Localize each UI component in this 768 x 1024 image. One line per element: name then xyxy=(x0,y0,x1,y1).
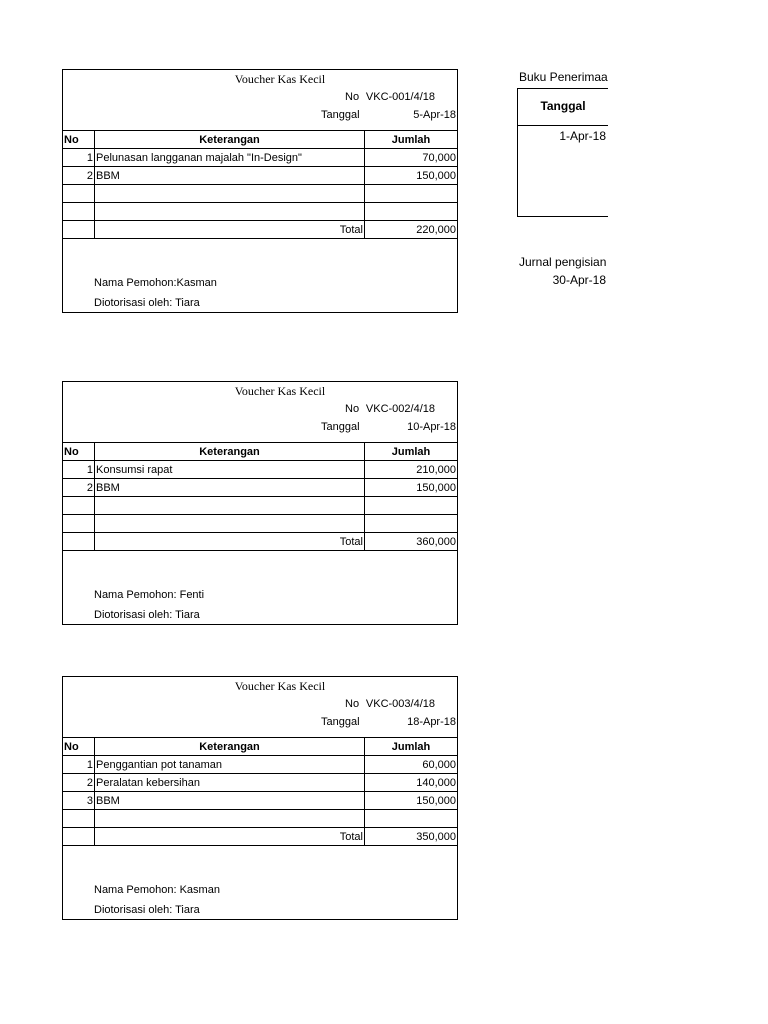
total-value: 360,000 xyxy=(365,533,458,551)
voucher-no-label: No xyxy=(345,91,360,103)
row-keterangan: BBM xyxy=(95,479,365,497)
row-no xyxy=(63,515,95,533)
row-keterangan xyxy=(95,497,365,515)
voucher-date-label: Tanggal xyxy=(321,421,360,433)
voucher-no-value: VKC-002/4/18 xyxy=(365,403,435,415)
voucher-1 xyxy=(62,69,458,313)
row-jumlah: 60,000 xyxy=(365,756,458,774)
voucher-date-value: 10-Apr-18 xyxy=(407,421,456,433)
table-row xyxy=(63,461,457,479)
jurnal-pengisian-label: Jurnal pengisian xyxy=(519,255,607,269)
table-header-row xyxy=(63,443,457,461)
table-row xyxy=(63,203,457,221)
row-keterangan xyxy=(95,515,365,533)
header-keterangan: Keterangan xyxy=(95,443,365,461)
row-keterangan: Pelunasan langganan majalah "In-Design" xyxy=(95,149,365,167)
row-jumlah xyxy=(365,515,458,533)
voucher-date-value: 5-Apr-18 xyxy=(413,109,456,121)
row-jumlah: 70,000 xyxy=(365,149,458,167)
table-row xyxy=(63,810,457,828)
row-jumlah: 210,000 xyxy=(365,461,458,479)
row-jumlah: 150,000 xyxy=(365,792,458,810)
row-keterangan: Peralatan kebersihan xyxy=(95,774,365,792)
voucher-title: Voucher Kas Kecil xyxy=(234,384,326,398)
total-row xyxy=(63,221,457,239)
row-keterangan: Penggantian pot tanaman xyxy=(95,756,365,774)
side-header-tanggal: Tanggal xyxy=(518,89,608,126)
header-jumlah: Jumlah xyxy=(365,131,458,149)
voucher-items-table xyxy=(63,130,457,239)
voucher-items-table xyxy=(63,737,457,846)
row-keterangan xyxy=(95,185,365,203)
pemohon-text: Nama Pemohon: Fenti xyxy=(94,589,205,601)
row-jumlah xyxy=(365,185,458,203)
row-jumlah: 150,000 xyxy=(365,167,458,185)
row-no: 3 xyxy=(63,792,95,810)
table-row xyxy=(63,479,457,497)
header-keterangan: Keterangan xyxy=(95,131,365,149)
row-no xyxy=(63,185,95,203)
buku-penerimaan-title: Buku Penerimaa xyxy=(519,70,608,84)
table-header-row xyxy=(63,131,457,149)
voucher-items-table xyxy=(63,442,457,551)
total-empty-cell xyxy=(63,828,95,846)
header-no: No xyxy=(63,738,95,756)
total-label: Total xyxy=(95,221,365,239)
row-no xyxy=(63,497,95,515)
row-keterangan xyxy=(95,810,365,828)
voucher-date-label: Tanggal xyxy=(321,716,360,728)
row-keterangan: BBM xyxy=(95,792,365,810)
row-no xyxy=(63,203,95,221)
table-row xyxy=(63,497,457,515)
voucher-no-label: No xyxy=(345,403,360,415)
pemohon-text: Nama Pemohon:Kasman xyxy=(94,277,217,289)
row-no: 1 xyxy=(63,149,95,167)
total-empty-cell xyxy=(63,221,95,239)
voucher-no-value: VKC-003/4/18 xyxy=(365,698,435,710)
row-no: 2 xyxy=(63,479,95,497)
header-no: No xyxy=(63,443,95,461)
row-jumlah xyxy=(365,497,458,515)
side-date-cell: 1-Apr-18 xyxy=(559,129,606,143)
row-no xyxy=(63,810,95,828)
table-row xyxy=(63,167,457,185)
table-row xyxy=(63,185,457,203)
otorisasi-text: Diotorisasi oleh: Tiara xyxy=(94,297,200,309)
total-label: Total xyxy=(95,828,365,846)
row-jumlah xyxy=(365,203,458,221)
voucher-date-label: Tanggal xyxy=(321,109,360,121)
total-label: Total xyxy=(95,533,365,551)
row-no: 1 xyxy=(63,461,95,479)
jurnal-pengisian-date: 30-Apr-18 xyxy=(552,273,606,287)
voucher-title: Voucher Kas Kecil xyxy=(234,679,326,693)
row-no: 2 xyxy=(63,167,95,185)
voucher-title: Voucher Kas Kecil xyxy=(234,72,326,86)
pemohon-text: Nama Pemohon: Kasman xyxy=(94,884,220,896)
voucher-date-value: 18-Apr-18 xyxy=(407,716,456,728)
row-jumlah: 140,000 xyxy=(365,774,458,792)
voucher-3 xyxy=(62,676,458,920)
header-no: No xyxy=(63,131,95,149)
table-row xyxy=(63,149,457,167)
header-jumlah: Jumlah xyxy=(365,738,458,756)
otorisasi-text: Diotorisasi oleh: Tiara xyxy=(94,609,200,621)
row-keterangan xyxy=(95,203,365,221)
total-value: 350,000 xyxy=(365,828,458,846)
row-no: 1 xyxy=(63,756,95,774)
total-row xyxy=(63,533,457,551)
buku-penerimaan-table xyxy=(517,88,608,217)
voucher-2 xyxy=(62,381,458,625)
row-no: 2 xyxy=(63,774,95,792)
row-jumlah xyxy=(365,810,458,828)
total-empty-cell xyxy=(63,533,95,551)
table-header-row xyxy=(63,738,457,756)
table-row xyxy=(63,774,457,792)
header-keterangan: Keterangan xyxy=(95,738,365,756)
voucher-no-label: No xyxy=(345,698,360,710)
table-row xyxy=(63,756,457,774)
otorisasi-text: Diotorisasi oleh: Tiara xyxy=(94,904,200,916)
row-keterangan: BBM xyxy=(95,167,365,185)
row-keterangan: Konsumsi rapat xyxy=(95,461,365,479)
table-row xyxy=(63,792,457,810)
header-jumlah: Jumlah xyxy=(365,443,458,461)
total-value: 220,000 xyxy=(365,221,458,239)
voucher-no-value: VKC-001/4/18 xyxy=(365,91,435,103)
total-row xyxy=(63,828,457,846)
table-row xyxy=(63,515,457,533)
row-jumlah: 150,000 xyxy=(365,479,458,497)
